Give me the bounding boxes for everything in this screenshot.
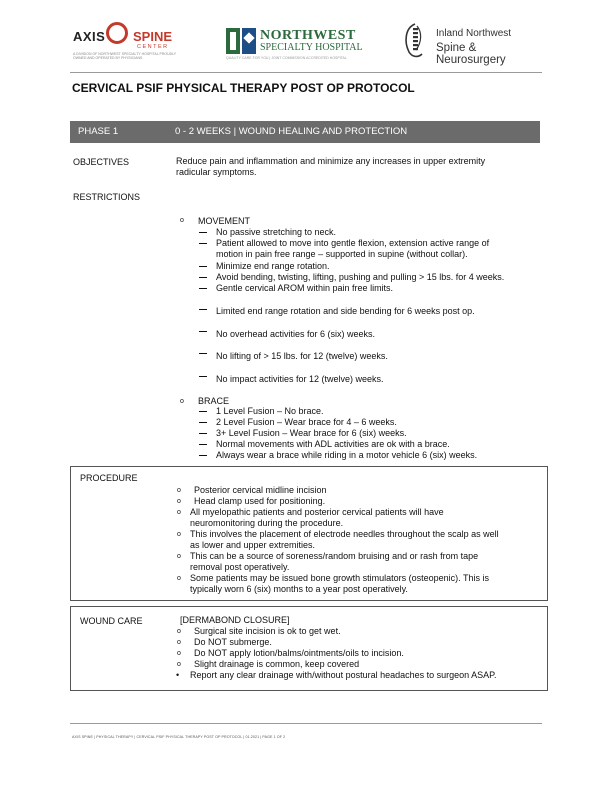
spine-icon [400,22,430,60]
movement-item: No impact activities for 12 (twelve) weeks. [216,374,384,384]
procedure-item: neuromonitoring during the procedure. [190,518,344,528]
brace-item: 3+ Level Fusion – Wear brace for 6 (six) weeks. [216,428,407,438]
dash-bullet [199,232,207,233]
wound-care-heading: [DERMABOND CLOSURE] [180,615,290,625]
procedure-item: Posterior cervical midline incision [194,485,327,495]
movement-item: No overhead activities for 6 (six) weeks. [216,329,376,339]
wound-care-label: WOUND CARE [80,616,143,626]
wound-care-bullet: o [177,650,181,657]
axis-logo-spine: SPINE [133,29,173,44]
footer-text: AXIS SPINE | PHYSICAL THERAPY | CERVICAL PSIF PHYSICAL THERAPY POST OP PROTOCOL | 01.2021 | PAGE 1 OF 2 [72,735,286,739]
procedure-item: This involves the placement of electrode needles throughout the scalp as well [190,529,499,539]
axis-logo-word: AXIS [73,29,106,44]
brace-item: Always wear a brace while riding in a motor vehicle 6 (six) weeks. [216,450,478,460]
dash-bullet [199,411,207,412]
axis-spine-logo [73,20,183,60]
procedure-bullet: o [177,509,181,516]
dash-bullet [199,444,207,445]
movement-bullet: o [180,217,184,224]
wound-care-item: Do NOT apply lotion/balms/ointments/oils to incision. [194,648,404,658]
movement-item: Gentle cervical AROM within pain free limits. [216,283,394,293]
movement-heading: MOVEMENT [198,216,251,226]
brace-item: Normal movements with ADL activities are ok with a brace. [216,439,450,449]
procedure-item: typically worn 6 (six) months to a year post operatively. [190,584,408,594]
dash-bullet [199,376,207,377]
objectives-line: radicular symptoms. [176,167,257,178]
dash-bullet [199,353,207,354]
wound-care-last-bullet: • [176,670,180,680]
procedure-item: Some patients may be issued bone growth stimulators (osteopenic). This is [190,573,489,583]
wound-care-item: Surgical site incision is ok to get wet. [194,626,341,636]
dash-bullet [199,288,207,289]
restrictions-label: RESTRICTIONS [73,192,141,202]
inland-northwest-spine-logo [400,22,540,66]
dash-bullet [199,331,207,332]
dash-bullet [199,243,207,244]
movement-item: motion in pain free range – supported in supine (without collar). [216,249,468,259]
badge-icon [242,28,256,54]
footer-divider [70,723,542,724]
objectives-text [176,156,526,178]
nw-logo-title: NORTHWEST [260,28,356,43]
brace-bullet: o [180,398,184,405]
movement-item: Limited end range rotation and side bending for 6 weeks post op. [216,306,475,316]
procedure-bullet: o [177,531,181,538]
wound-care-bullet: o [177,661,181,668]
header-divider [70,72,542,73]
dash-bullet [199,309,207,310]
dash-bullet [199,422,207,423]
wound-care-bullet: o [177,628,181,635]
phase-label: PHASE 1 [78,126,119,137]
procedure-bullet: o [177,553,181,560]
inw-logo-line2: Spine & Neurosurgery [436,42,506,66]
axis-logo-tagline: A DIVISION OF NORTHWEST SPECIALTY HOSPITAL PROUDLY OWNED AND OPERATED BY PHYSICIANS [73,52,177,60]
procedure-item: Head clamp used for positioning. [194,496,326,506]
procedure-bullet: o [177,575,181,582]
dash-bullet [199,266,207,267]
axis-logo-circle-icon [106,22,128,44]
procedure-item: as lower and upper extremities. [190,540,316,550]
brace-item: 1 Level Fusion – No brace. [216,406,324,416]
nw-logo-subtitle: SPECIALTY HOSPITAL [260,42,363,53]
dash-bullet [199,433,207,434]
wound-care-item: Do NOT submerge. [194,637,272,647]
wound-care-item: Report any clear drainage with/without postural headaches to surgeon ASAP. [190,670,497,680]
phase-description: 0 - 2 WEEKS | WOUND HEALING AND PROTECTION [175,126,408,137]
procedure-item: All myelopathic patients and posterior cervical patients will have [190,507,444,517]
procedure-bullet: o [177,498,181,505]
northwest-specialty-hospital-logo [226,28,378,60]
procedure-item: removal post operatively. [190,562,290,572]
brace-heading: BRACE [198,396,230,406]
inw-logo-line1: Inland Northwest [436,28,512,39]
movement-item: Avoid bending, twisting, lifting, pushing and pulling > 15 lbs. for 4 weeks. [216,272,505,282]
objectives-label: OBJECTIVES [73,157,130,167]
movement-item: No passive stretching to neck. [216,227,337,237]
movement-item: Minimize end range rotation. [216,261,330,271]
axis-logo-center: CENTER [137,44,169,50]
procedure-label: PROCEDURE [80,473,138,483]
dash-bullet [199,277,207,278]
objectives-line: Reduce pain and inflammation and minimize any increases in upper extremity [176,156,486,166]
tree-icon [226,28,240,54]
document-title: CERVICAL PSIF PHYSICAL THERAPY POST OP PROTOCOL [72,81,415,95]
wound-care-item: Slight drainage is common, keep covered [194,659,360,669]
movement-item: No lifting of > 15 lbs. for 12 (twelve) weeks. [216,351,388,361]
procedure-bullet: o [177,487,181,494]
dash-bullet [199,455,207,456]
wound-care-bullet: o [177,639,181,646]
brace-item: 2 Level Fusion – Wear brace for 4 – 6 weeks. [216,417,397,427]
nw-logo-tagline: QUALITY CARE FOR YOU | JOINT COMMISSION ACCREDITED HOSPITAL [226,56,347,60]
procedure-item: This can be a source of soreness/random bruising and or rash from tape [190,551,479,561]
movement-item: Patient allowed to move into gentle flexion, extension active range of [216,238,490,248]
phase-bar [70,121,540,143]
